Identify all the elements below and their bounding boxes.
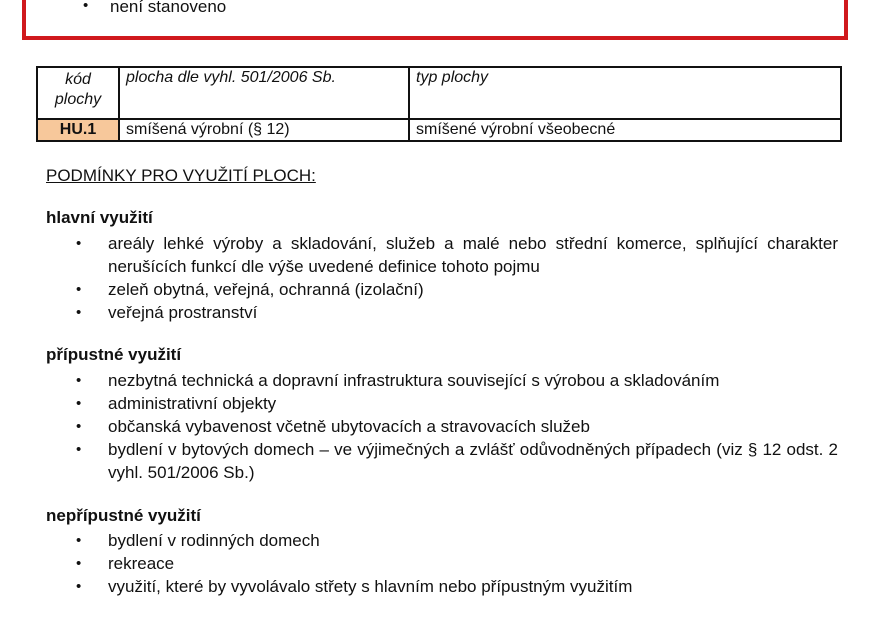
bullet-icon: •	[76, 555, 82, 572]
header-type: typ plochy	[409, 67, 841, 119]
header-area: plocha dle vyhl. 501/2006 Sb.	[119, 67, 409, 119]
bullet-icon: •	[83, 0, 89, 14]
permitted-use-list	[46, 369, 838, 484]
forbidden-use-list	[46, 529, 838, 598]
list-item	[46, 552, 838, 575]
list-item-text: rekreace	[108, 554, 175, 573]
list-item-text: bydlení v bytových domech – ve výjimečných a zvlášť odůvodněných případech (viz § 12 odst. 2 vyhl. 501/2006 Sb.)	[108, 440, 838, 482]
zone-area-cell: smíšená výrobní (§ 12)	[119, 119, 409, 141]
highlight-box	[22, 0, 848, 40]
forbidden-use-title: nepřípustné využití	[46, 506, 201, 525]
zone-code-cell: HU.1	[37, 119, 119, 141]
list-item	[46, 369, 838, 392]
list-item	[46, 415, 838, 438]
list-item-text: využití, které by vyvolávalo střety s hlavním nebo přípustným využitím	[108, 577, 633, 596]
list-item-text: administrativní objekty	[108, 394, 277, 413]
bullet-icon: •	[76, 281, 82, 298]
list-item	[46, 301, 838, 324]
list-item-text: občanská vybavenost včetně ubytovacích a stravovacích služeb	[108, 417, 590, 436]
list-item	[46, 278, 838, 301]
bullet-icon: •	[76, 235, 82, 252]
main-use-title: hlavní využití	[46, 208, 153, 227]
bullet-icon: •	[76, 441, 82, 458]
list-item	[46, 232, 838, 278]
list-item	[46, 392, 838, 415]
zone-table	[36, 66, 842, 142]
bullet-icon: •	[76, 372, 82, 389]
header-code: kód plochy	[37, 67, 119, 119]
bullet-icon: •	[76, 418, 82, 435]
list-item	[83, 0, 227, 17]
bullet-icon: •	[76, 578, 82, 595]
list-item-text: areály lehké výroby a skladování, služeb a malé nebo střední komerce, splňující charakter nerušících funkcí dle výše uvedené definice tohoto pojmu	[108, 234, 838, 276]
conditions-title: PODMÍNKY PRO VYUŽITÍ PLOCH:	[46, 166, 316, 185]
list-item	[46, 438, 838, 484]
list-item-text: nezbytná technická a dopravní infrastruktura související s výrobou a skladováním	[108, 371, 720, 390]
list-item-text: veřejná prostranství	[108, 303, 258, 322]
list-item	[46, 575, 838, 598]
permitted-use-title: přípustné využití	[46, 345, 182, 364]
table-header-row	[37, 67, 841, 119]
bullet-icon: •	[76, 304, 82, 321]
zone-type-cell: smíšené výrobní všeobecné	[409, 119, 841, 141]
table-row	[37, 119, 841, 141]
list-item-text: není stanoveno	[110, 0, 227, 16]
list-item-text: bydlení v rodinných domech	[108, 531, 320, 550]
list-item-text: zeleň obytná, veřejná, ochranná (izolační)	[108, 280, 424, 299]
list-item	[46, 529, 838, 552]
bullet-icon: •	[76, 532, 82, 549]
bullet-icon: •	[76, 395, 82, 412]
main-use-list	[46, 232, 838, 324]
